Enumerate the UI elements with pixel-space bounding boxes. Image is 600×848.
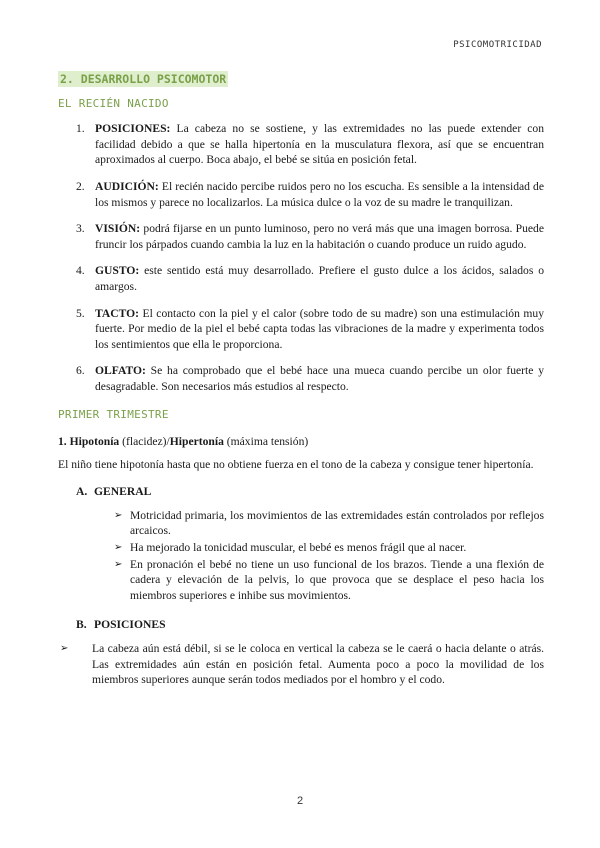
page-number: 2 <box>296 795 304 807</box>
subsection-title-recien-nacido: EL RECIÉN NACIDO <box>58 96 169 110</box>
bullet-item <box>58 641 544 688</box>
arrowhead-bullet-icon: ➢ <box>114 542 123 554</box>
hipertonia-paren: (máxima tensión) <box>226 435 309 449</box>
list-item-term: POSICIONES: <box>95 122 171 136</box>
list-item <box>58 221 544 252</box>
list-item-number: 4. <box>76 264 85 278</box>
subsection-title-primer-trimestre: PRIMER TRIMESTRE <box>58 407 169 421</box>
general-title: GENERAL <box>94 485 152 499</box>
list-item-term: GUSTO: <box>95 264 140 278</box>
list-item-number: 6. <box>76 364 85 378</box>
hipotonia-term: Hipotonía <box>69 435 120 449</box>
general-heading <box>58 484 544 500</box>
posiciones-title: POSICIONES <box>94 618 166 632</box>
list-item-text: Se ha comprobado que el bebé hace una mueca cuando percibe un olor fuerte y desagradable. Son necesarios más estudios al respecto. <box>95 364 544 393</box>
list-item-text: La cabeza no se sostiene, y las extremidades no las puede extender con facilidad debido a que se halla hipertonía en la musculatura flexora, así que se encuentran aproximados al cuerpo. Boca abajo, el bebé se sitúa en posición fetal. <box>95 122 545 167</box>
hipotonia-heading <box>58 434 544 450</box>
list-item-text: este sentido está muy desarrollado. Prefiere el gusto dulce a los ácidos, salados o amargos. <box>95 264 544 293</box>
list-item-term: VISIÓN: <box>95 222 141 236</box>
list-item-term: OLFATO: <box>95 364 146 378</box>
hipotonia-paragraph: El niño tiene hipotonía hasta que no obtiene fuerza en el tono de la cabeza y consigue tener hipertonía. <box>58 457 534 471</box>
posiciones-letter: B. <box>76 618 87 632</box>
bullet-text: La cabeza aún está débil, si se le coloca en vertical la cabeza se le caerá o hacia delante o atrás. Las extremidades aún están en posición fetal. Aumenta poco a poco la movilidad de los miembros superiores aunque serán todos mediados por el hombro y el codo. <box>92 642 544 687</box>
bullet-text: Motricidad primaria, los movimientos de las extremidades están controlados por reflejos arcaicos. <box>130 508 544 538</box>
list-item <box>58 363 544 394</box>
hipotonia-number: 1. <box>58 435 67 449</box>
list-item-number: 5. <box>76 306 85 320</box>
bullet-item <box>58 508 544 539</box>
arrowhead-bullet-icon: ➢ <box>114 509 123 521</box>
page-content <box>58 72 544 702</box>
bullet-text: En pronación el bebé no tiene un uso funcional de los brazos. Tiende a una flexión de cadera y elevación de la pelvis, lo que provoca que se desplace el peso hacia los miembros superiores e inhibe sus movimientos. <box>130 557 544 602</box>
list-item-number: 3. <box>76 222 85 236</box>
list-item-text: El contacto con la piel y el calor (sobre todo de su madre) son una estimulación muy fuerte. Por medio de la piel el bebé capta todas las vibraciones de la madre y experimenta todos los sentimientos que ella le proporciona. <box>95 306 544 351</box>
list-item-text: El recién nacido percibe ruidos pero no los escucha. Es sensible a la intensidad de los mismos y parece no localizarlos. La música dulce o la voz de su madre le tranquilizan. <box>95 179 544 209</box>
arrowhead-bullet-icon: ➢ <box>114 558 123 570</box>
list-item <box>58 306 544 353</box>
posiciones-bullet-list <box>58 641 544 688</box>
section-title <box>58 72 544 88</box>
bullet-item <box>58 557 544 604</box>
list-item-term: AUDICIÓN: <box>95 179 159 193</box>
list-item-number: 1. <box>76 122 85 136</box>
section-title-text: 2. DESARROLLO PSICOMOTOR <box>60 72 227 86</box>
list-item-text: podrá fijarse en un punto luminoso, pero no verá más que una imagen borrosa. Puede fruncir los párpados cuando cambia la luz en la habitación o cuando produce un ruido agudo. <box>95 222 544 251</box>
general-letter: A. <box>76 485 88 499</box>
bullet-item <box>58 540 544 556</box>
arrowhead-bullet-icon: ➢ <box>60 643 69 655</box>
list-item <box>58 121 544 168</box>
recien-nacido-list <box>58 121 544 394</box>
list-item <box>58 263 544 294</box>
bullet-text: Ha mejorado la tonicidad muscular, el bebé es menos frágil que al nacer. <box>130 541 467 555</box>
running-header: PSICOMOTRICIDAD <box>453 40 542 50</box>
list-item-term: TACTO: <box>95 306 140 320</box>
posiciones-heading <box>58 617 544 633</box>
list-item-number: 2. <box>76 179 85 193</box>
hipotonia-paren: (flacidez)/ <box>122 435 170 449</box>
hipertonia-term: Hipertonía <box>169 435 224 449</box>
general-bullet-list <box>58 508 544 604</box>
list-item <box>58 179 544 210</box>
